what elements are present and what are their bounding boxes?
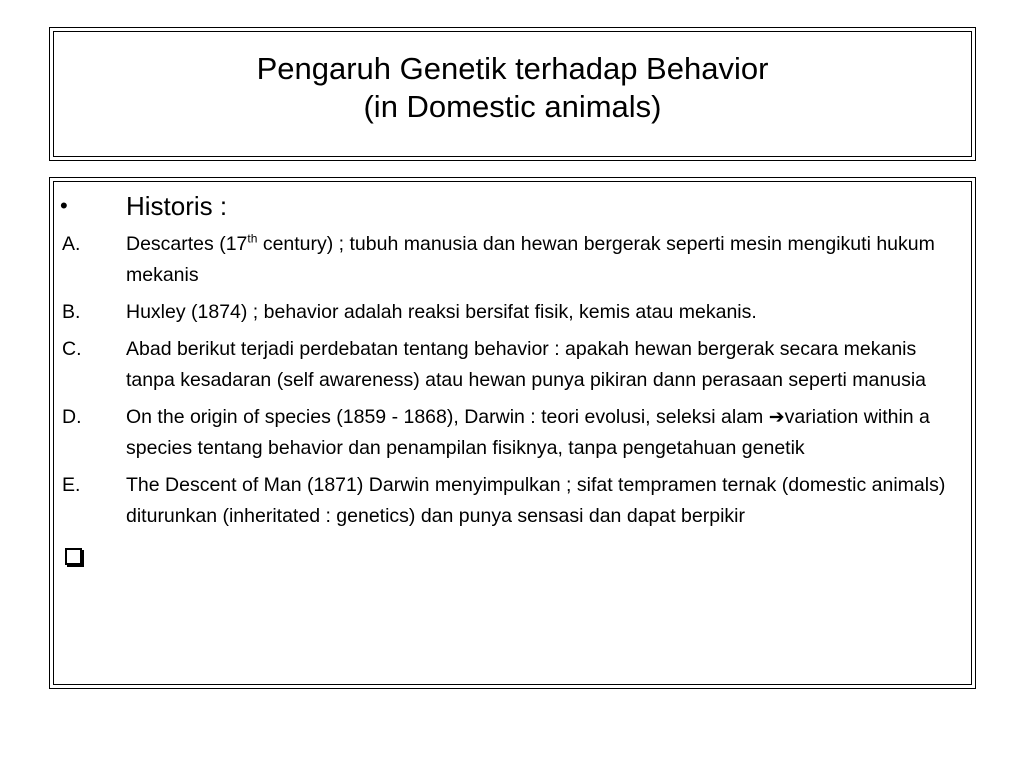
list-item-text: [126, 229, 967, 291]
list-item-a: [58, 229, 967, 291]
slide-title: [50, 50, 975, 126]
content-area: [58, 188, 967, 680]
list-item-text: Abad berikut terjadi perdebatan tentang behavior : apakah hewan bergerak secara mekanis tanpa kesadaran (self awareness) atau hewan punya pikiran dann perasaan seperti manusia: [126, 338, 927, 391]
list-item-text-part: Descartes (17: [126, 233, 248, 255]
slide-title-line-1: Pengaruh Genetik terhadap Behavior: [256, 51, 769, 86]
empty-list-item: [58, 538, 967, 570]
arrow-right-icon: ➔: [768, 406, 785, 428]
list-marker: D.: [62, 406, 82, 428]
list-item-c: [58, 334, 967, 396]
slide-title-line-2: (in Domestic animals): [363, 89, 662, 124]
list-marker: E.: [62, 474, 81, 496]
list-marker: B.: [62, 301, 81, 323]
list-item-text-part: On the origin of species (1859 - 1868), Darwin : teori evolusi, seleksi alam: [126, 406, 769, 428]
list-item-text: Huxley (1874) ; behavior adalah reaksi bersifat fisik, kemis atau mekanis.: [126, 301, 757, 323]
title-frame: [49, 27, 976, 161]
list-item-e: [58, 470, 967, 532]
list-item-text: The Descent of Man (1871) Darwin menyimpulkan ; sifat tempramen ternak (domestic animals) diturunkan (inheritated : genetics) dan punya sensasi dan dapat berpikir: [126, 474, 946, 527]
list-item-text-part: century) ; tubuh manusia dan hewan bergerak seperti mesin mengikuti hukum mekanis: [126, 233, 935, 286]
list-marker: [58, 538, 126, 570]
section-heading: Historis :: [126, 191, 228, 221]
list-item-text-part: variation within a species tentang behavior dan penampilan fisiknya, tanpa pengetahuan genetik: [126, 406, 930, 459]
bullet-icon: •: [60, 193, 68, 218]
list-item-text: [126, 402, 967, 464]
list-marker: C.: [62, 338, 82, 360]
heading-row: [58, 188, 967, 224]
content-frame: [49, 177, 976, 689]
list-item-d: [58, 402, 967, 464]
list-marker: A.: [62, 233, 81, 255]
list-item-b: [58, 297, 967, 328]
superscript: th: [247, 231, 258, 246]
checkbox-square-icon: [65, 548, 82, 565]
